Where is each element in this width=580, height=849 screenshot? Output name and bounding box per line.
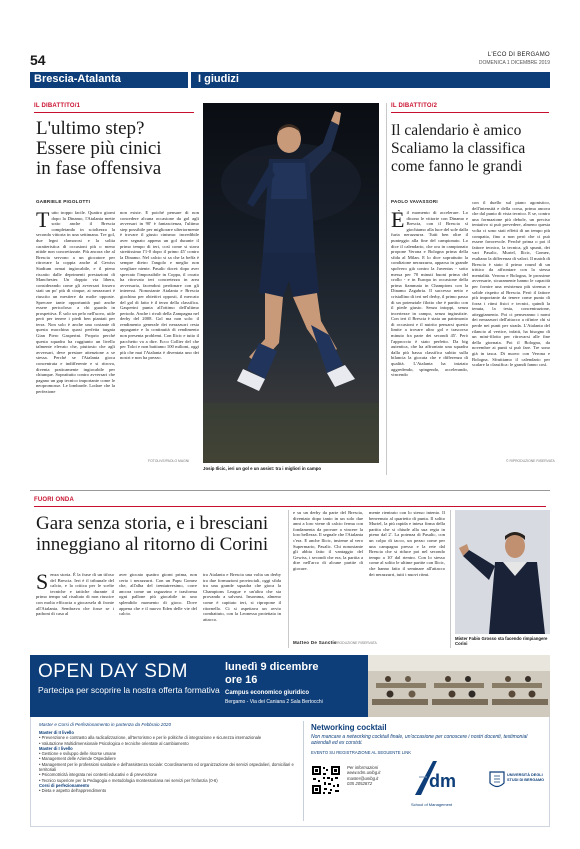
column-separator (386, 103, 387, 475)
article3-column-4 (293, 510, 363, 638)
article3-column-3 (203, 572, 281, 644)
article3-credit: © RIPRODUZIONE RISERVATA (328, 641, 377, 645)
column-separator (450, 510, 451, 648)
ad-list-item: • Management delle Aziende Ospedaliere (39, 756, 116, 762)
article1-headline-line: Essere più cinici (36, 138, 162, 159)
article3-author: Matteo De Sanctis (293, 640, 337, 645)
article3-kicker: FUORI ONDA (34, 497, 74, 503)
article1-dropcap: T (36, 210, 50, 232)
coach-photo-caption: Mister Fabio Grosso sta facendo rimpiangere Corini (455, 636, 548, 646)
ad-info-site[interactable]: www.sdm.unibg.it (347, 770, 381, 776)
article1-headline (36, 119, 198, 179)
main-photo (203, 103, 379, 463)
ad-networking-text: Non mancare a networking cocktail finale, un'occasione per conoscere i nostri docenti, testimonial aziendali ed ex corsisti. (311, 734, 528, 747)
column-separator (288, 510, 289, 648)
article2-column-1 (391, 210, 468, 466)
ad-list-item: • Valutazione Multidimensionale Psicologica e tecniche orientate al cambiamento (39, 740, 189, 746)
ad-title: OPEN DAY SDM (38, 661, 188, 682)
ad-list-item-text: Management per le professioni sanitarie e dell'assistenza sociale: Coordinamento ed organizzazione dei servizi ospedalieri, domiciliari e territoriali (39, 761, 294, 773)
article2-headline-line: Il calendario è amico (391, 122, 522, 139)
ad-list-item-text: Dieta e aspetto dell'apprendimento (41, 788, 107, 794)
article3-column-1 (36, 572, 114, 644)
coach-photo (455, 510, 550, 634)
ad-date: lunedì 9 dicembre (225, 661, 319, 673)
article3-headline (36, 513, 336, 555)
sdm-logo-icon (411, 757, 459, 805)
ad-subtitle: Partecipa per scoprire la nostra offerta formativa (38, 685, 220, 695)
ad-list-item: • Prevenzione e contrasto alla radicalizzazione, all'terrorismo e per le politiche di integrazione e sicurezza internazionale (39, 735, 262, 741)
ad-master2-label: Master di II livello (39, 730, 74, 735)
ad-list-item-text: Gestione e sviluppo delle risorse umane (41, 751, 117, 757)
main-photo-caption: Josip Ilicic, ieri un gol e un assist: tra i migliori in campo (203, 466, 322, 471)
svg-text:dm: dm (429, 771, 456, 791)
ad-info-block (347, 765, 380, 786)
ad-list-item-text: Tecnico superiore per la Pedagogia e metodologia montessoriana nei servizi per l'infanzia (0-6) (41, 777, 218, 783)
ad-list-item-text: Psicomotricità integrata nei contesti educativi e di prevenzione (41, 772, 158, 778)
page-header (30, 52, 550, 72)
coach-image (455, 510, 550, 634)
publication-date: DOMENICA 1 DICEMBRE 2019 (478, 60, 550, 66)
qr-code-icon[interactable] (311, 765, 341, 795)
article2-headline-line: Scaliamo la classifica (391, 140, 526, 157)
article1-col1-text: utto troppo facile. Quattro giorni dopo la Dinamo, l'Atalanta mette sotto anche il Brescia completando in scioltezza la seconda vittoria in una settimana. Tre gol, due legni clamorosi e la solita caratteristica di occasioni più o meno nitide non concretizzate. Più ancora che al Brescia servono a un giocatore per ritrovare la coppia anche al Gewiss Stadium ormai ingiocabile, e il pieno riscatto dalle deprimenti prestazioni di Manchester. Un doppio via libera, considerando come gli avversari fossero stati un po' più di cinque, ai nerazzurri è riuscito un mestiere da molte opposte. Sprecare tante opportunità può anche essere pericoloso: a chi guarda in prospettiva. È solo un pelo nell'uovo, utile però per tenere i piedi ben piantati per terra. Non solo è anche una costante di questa macchina quasi perfetta targata Gian Piero Gasperini. Proprio perché questa squadra ha raggiunto un livello talmente elevato che, piuttosto che agli avversari, deve prestare attenzione a se stessa. Perché se l'Atalanta gioca concentrata e indifferente e si ritrova, diventa praticamente ingiocabile per chiunque. Soprattutto contro avversari che pagano un gap tecnico importante come le neopromosse. Le lombarde. Lodare che la perfezione (36, 210, 115, 394)
ad-list-item: • Gestione e sviluppo delle risorse umane (39, 751, 117, 757)
article3-col4-text: e su un derby da parte del Brescia, diventato dopo tanto in un solo due anni a loro viene di calcio ferma con fondamenta da provare a vincere la loro bellezza. Il segnale che l'Atalanta c'era. E anche Ilicic, insieme al vero Supermario, Pasalic. Chi nonostante gli abbia fatto il vantaggio del Gewiss, i secondi che era, la partita a dire nell'arco di alcune partite di giocare. (293, 510, 363, 571)
ad-list-item: • Psicomotricità integrata nei contesti educativi e di prevenzione (39, 772, 158, 778)
ad-master1-label: Master di I livello (39, 745, 73, 751)
ad-corsi-label: Corsi di perfezionamento (39, 782, 90, 788)
article1-kicker: IL DIBATTITO/1 (34, 103, 81, 109)
article3-col5-text: mente rientrato con lo stesso intento. Il benvenuto al quartetto di punta. Il solito Muriel, la più rapida e intesa firma della partita che si chiude alla sua regia in pieno dal 2'. La potenza di Pasalic, con un colpo di tacco, un pezzo come per una campagna presso e la rete dal Brescia che si riduce poi nel secondo tempo a 10' dal rientro. Con lo stesso come al solito le ultime partite con Ilicic, che hanno fatto il seminare all'attacco dei nerazzurri, tutti i nuovi ritmi. (369, 510, 445, 577)
article1-credit: FOTOLIVE/PAOLO MAGNI (148, 459, 190, 463)
article2-credit: © RIPRODUZIONE RISERVATA (506, 459, 555, 463)
section-left-title: Brescia-Atalanta (34, 73, 121, 85)
page-number: 54 (30, 52, 46, 68)
ad-course-list (39, 730, 299, 794)
article1-headline-line: L'ultimo step? (36, 118, 145, 139)
article1-kicker-rule (34, 112, 194, 113)
article1-column-1 (36, 210, 115, 466)
article2-byline: PAOLO VAVASSORI (391, 199, 438, 204)
article2-column-2 (472, 200, 550, 458)
player-celebrating-image (203, 103, 379, 463)
section-right-title: I giudizi (198, 73, 239, 85)
ad-networking-signup: EVENTO SU REGISTRAZIONE AL SEGUENTE LINK (311, 750, 412, 755)
university-logo-label: UNIVERSITÀ DEGLI STUDI DI BERGAMO (507, 773, 545, 782)
article3-col3-text: tra Atalanta e Brescia una volta un derby tra due formazioni provinciali, oggi sfida tra una grande squadra che gioca la Champions League e un'altra che sta provando a salvarsi. Insomma, almeno come è capitato ieri, si ripropone il ritornello. Ci si aspettava un avvio combattuto, con la Leonessa proiettata in attacco. (203, 572, 281, 622)
article2-col1-text: il momento di accelerare. Lo dicono le vittorie con Dinamo e Brescia, con il Brescia sì giochiamo alla luce del sole dalla furia nerazzurra. Tutti ben oltre il punteggio alla fine del campionato. Lo dice il calendario, che ora in campionato propone Verona e Bologna prima della sfida al Milan. E lo dice soprattutto la condizione nerazzurra, apparsa in grande spolvero già contro la Juventus - sotto messa per 70 minuti buoni prima del crollo - e in Europa in occasione della prima fiammata in Champions con la Dinamo Zagabria. Il successo netto e cristallino di ieri nel derby, il primo passo di un potenziale filotto che è partito con il piede giusto. Senza intoppi, senza incertezze in campo, senza ingiustizie. Con ieri il Brescia è stata un patrimonio di occasioni e il nutrito pensarsi questo limite a trovare altro gol e trascorso minuto fra parte dei secondi 45'. Però l'approccio è stato perfetto. Da big autentica, che ha affrontato una squadra dalla più bassa classifica subito sulla bilancia la giocata che e differenza di qualità. L'Atalanta ha iniziato aggredendo, spingendo, accelerando, vincendo (391, 210, 468, 378)
ad-networking-title: Networking cocktail (311, 723, 387, 732)
ad-venue-address: Bergamo - Via dei Caniana 2 Sala Bertocchi (225, 699, 323, 705)
ad-list-item: • Dieta e aspetto dell'apprendimento (39, 788, 107, 794)
article2-kicker-rule (391, 112, 549, 113)
article2-kicker: IL DIBATTITO/2 (391, 103, 438, 109)
university-logo (489, 771, 549, 799)
article3-col1-text: enza storia. È la frase di un tifoso del Brescia. Ieri è il tribunale del calcio, e la critica per le scelte tecniche e tattiche durante il primo tempo sul risultato di non riuscire con molta efficacia a giocarsela di fronte all'Atalanta. Sembrava che fosse se i padroni di casa al (36, 572, 114, 617)
university-shield-icon (489, 771, 505, 791)
ad-list-item: • Tecnico superiore per la Pedagogia e metodologia montessoriana nei servizi per l'infanzia (0-6) (39, 777, 218, 783)
article2-col2-text: con il duello sul piano agonistico, dell'intensità e della corsa, prima ancora che dal punto di vista tecnico. E se, contro una formazione più debole, un preciso tentativo si può prevedere, almeno questa volta ci sono stati effetti di un tempo più compatto, fino a non però che ci può essere favorevole. Perché prima o poi il fattore tecnico, la tecnica, gli spunti, dei vari Pasalic, Muriel, Ilicic, Gomez, esaltano la differenza di valori. Il match di Brescia è stato il primo round di un trittico da affrontare con la stessa mentalità. Verona e Bologna, le prossime avversarie, sicuramente hanno le capacità per fornire una resistenza più strenua e solide rispetto al Brescia. Però il fattore più importante da tenere come punto di forza i ritmi fisici e tecnici, quindi la tenuta, la testa, concentrazione, atteggiamento. Poi ci penseranno i nomi dei nerazzurri dell'attacco a rifinire chi si perde nei punti per strada. L'Atalanta del rilancio al vertice, infatti, ha bisogno di un mini-filotto per ritrovarsi alle fine della giornata. Poi il Bologna, da novembre ai punti si può fare. Tre sono già in tasca. Di nuovo con Verona e Bologna. Sfruttiamo il calendario per scalare la classifica: le grandi fanno così. (472, 200, 550, 368)
article1-col2-text: non esiste. E poiché pensare di non concedere alcuna occasione da gol agli avversari in 90' è fantascienza, l'ultimo step possibile per migliorare ulteriormente è trovare il giusto cinismo: incredibile aver segnato appena un gol durante il primo tempo di ieri, così come si stava strettissimo l'1-0 dopo il primo 45' contro la Dinamo. Nel calcio si sa che la beffa è sempre dietro l'angolo e meglio non svegliare niente. Pasalic docet: dopo aver sprecato l'impossibile in Coppa, il croato ha ritrovato ieri concretezza in area avversaria, facendosi perdonare con gli interessi. Nonostante Atalanta e Brescia giochino per obiettivi opposti, il mercato del gol di fatto è il terzo della classifica. Gasperini punta all'ottimo dell'ultimo periodo. Anche i rivali della Zampagna nel derby del 2008. Gol ma non solo: il rendimento generale dei nerazzurri resta appagante e la continuità di rendimento non presenta problemi. Con Ilicic e tutto il pacchetto va a dire. Ecco Collier del che per Toloi e non battiamo 100 milioni, oggi più che mai l'Atalanta è diventata uno dei nostri e non ha prezzo. (120, 210, 199, 361)
ad-info-label: Per informazioni (347, 765, 379, 770)
section-divider (188, 72, 191, 88)
ad-classroom-photo (368, 655, 550, 717)
article1-column-2 (120, 210, 199, 458)
advertisement (30, 655, 550, 827)
ad-list-item-text: Management delle Aziende Ospedaliere (41, 756, 116, 762)
article3-column-5 (369, 510, 445, 648)
article3-column-2 (119, 572, 197, 644)
ad-time: ore 16 (225, 674, 258, 686)
article3-col2-text: aver giocato quattro giorni prima, non certo i nerazzurri. Con un Papu Gomez che, all'alba del trentatreesimo, corre ancora come un ragazzino e trasforma ogni pallone più giocabile in uno splendido momento di gioco. Dove appena che e il nuovo Eden delle vie del calcio. (119, 572, 197, 617)
publication-name: L'ECO DI BERGAMO (487, 52, 550, 58)
sdm-logo-label: School of Management (411, 802, 453, 807)
article3-headline-line: Gara senza storia, e i bresciani (36, 513, 269, 534)
article3-headline-line: inneggiano al ritorno di Corini (36, 534, 269, 555)
ad-list-title: Master e Corsi di Perfezionamento in partenza da Febbraio 2020 (39, 722, 172, 727)
ad-details (30, 717, 550, 827)
article2-headline (391, 122, 551, 176)
ad-banner (30, 655, 550, 717)
section-separator (30, 490, 550, 491)
classroom-image (368, 655, 550, 717)
article1-byline: GABRIELE PIGOLOTTI (36, 199, 91, 204)
article2-headline-line: come fanno le grandi (391, 158, 523, 175)
ad-info-phone: 035 2052872 (347, 780, 373, 786)
article3-kicker-rule (34, 506, 546, 507)
ad-list-item: • Management per le professioni sanitarie e dell'assistenza sociale: Coordinamento ed organizzazione dei servizi ospedalieri, domiciliari e territoriali (39, 761, 294, 773)
ad-list-item-text: Valutazione Multidimensionale Psicologica e tecniche orientate al cambiamento (41, 740, 189, 746)
ad-info-email[interactable]: master@unibg.it (347, 775, 379, 781)
article3-dropcap: S (36, 572, 49, 594)
ad-list-item-text: Prevenzione e contrasto alla radicalizzazione, all'terrorismo e per le politiche di integrazione e sicurezza internazionale (41, 735, 262, 741)
section-bar (30, 72, 550, 88)
article1-headline-line: in fase offensiva (36, 158, 162, 179)
article2-dropcap: È (391, 210, 405, 232)
ad-venue-title: Campus economico giuridico (225, 690, 310, 696)
ad-separator (303, 721, 304, 821)
